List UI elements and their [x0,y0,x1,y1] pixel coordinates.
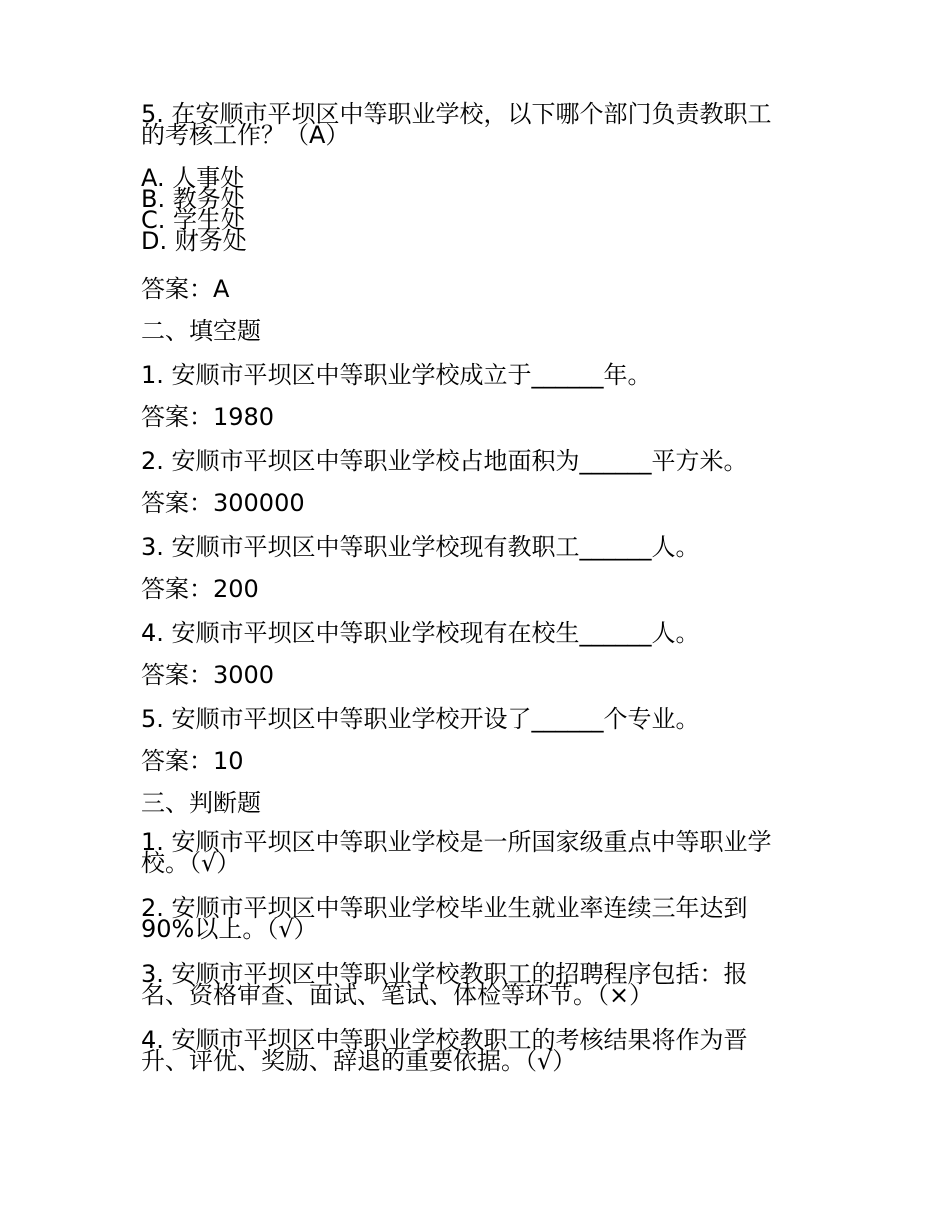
judge-item-3-line-2: 名、资格审查、面试、笔试、体检等环节。（×） [141,981,654,1009]
mc-question-line-2: 的考核工作？（A） [141,121,350,149]
judge-item-1-line-2: 校。（√） [141,849,241,877]
judge-section-heading: 三、判断题 [141,789,261,817]
fill-answer-5: 答案：10 [141,747,244,775]
judge-item-3 [141,960,821,1009]
fill-question-4: 4. 安顺市平坝区中等职业学校现有在校生______人。 [141,619,700,647]
fill-answer-1: 答案：1980 [141,403,275,431]
judge-item-2 [141,894,821,943]
mc-option-c: C. 学生处 [141,206,246,234]
fill-answer-2: 答案：300000 [141,489,305,517]
judge-item-1-line-1: 1. 安顺市平坝区中等职业学校是一所国家级重点中等职业学 [141,828,772,856]
judge-item-1 [141,828,821,877]
fill-question-2: 2. 安顺市平坝区中等职业学校占地面积为______平方米。 [141,447,748,475]
document-page [141,100,821,1075]
fill-question-1: 1. 安顺市平坝区中等职业学校成立于______年。 [141,361,652,389]
judge-item-2-line-2: 90%以上。（√） [141,915,318,943]
mc-option-b: B. 教务处 [141,185,245,213]
mc-option-d: D. 财务处 [141,227,247,255]
mc-answer: 答案：A [141,275,230,303]
judge-item-4-line-1: 4. 安顺市平坝区中等职业学校教职工的考核结果将作为晋 [141,1026,748,1054]
fill-question-5: 5. 安顺市平坝区中等职业学校开设了______个专业。 [141,705,700,733]
judge-item-3-line-1: 3. 安顺市平坝区中等职业学校教职工的招聘程序包括：报 [141,960,748,988]
judge-item-4 [141,1026,821,1075]
judge-item-4-line-2: 升、评优、奖励、辞退的重要依据。（√） [141,1047,577,1075]
mc-options [141,164,821,255]
fill-section-heading: 二、填空题 [141,317,261,345]
fill-answer-3: 答案：200 [141,575,259,603]
fill-answer-4: 答案：3000 [141,661,275,689]
judge-item-2-line-1: 2. 安顺市平坝区中等职业学校毕业生就业率连续三年达到 [141,894,748,922]
mc-question [141,100,821,149]
fill-question-3: 3. 安顺市平坝区中等职业学校现有教职工______人。 [141,533,700,561]
mc-option-a: A. 人事处 [141,164,245,192]
mc-question-line-1: 5. 在安顺市平坝区中等职业学校，以下哪个部门负责教职工 [141,100,772,128]
